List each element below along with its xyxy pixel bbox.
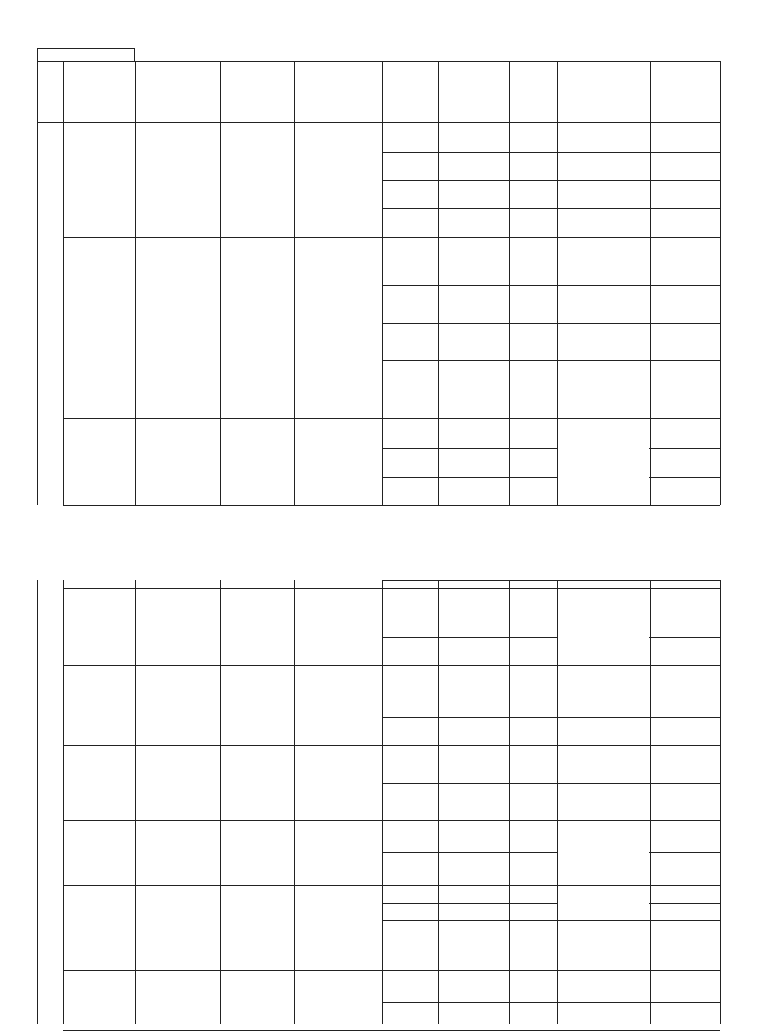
page1-hydraulic-ways-of-failure xyxy=(220,237,294,418)
detection-medium xyxy=(557,920,650,970)
severity-value xyxy=(382,580,438,588)
page1-hydraulic-function xyxy=(135,237,220,418)
occurrence-value xyxy=(509,820,557,852)
occurrence-value xyxy=(509,360,557,418)
grid-line xyxy=(63,505,382,506)
page2-lubrication-component xyxy=(63,665,135,745)
detection-medium xyxy=(557,745,650,783)
occurrence-value xyxy=(509,448,557,477)
cause-text xyxy=(438,323,509,360)
page1-hydraulic-effects xyxy=(294,237,382,418)
occurrence-value xyxy=(509,783,557,820)
detection-value xyxy=(650,448,720,477)
cause-text xyxy=(438,237,509,285)
detection-medium xyxy=(557,970,650,1002)
grid-line xyxy=(720,122,721,505)
severity-value xyxy=(382,477,438,505)
severity-value xyxy=(382,122,438,152)
severity-value xyxy=(382,237,438,285)
severity-value xyxy=(382,360,438,418)
detection-value xyxy=(650,323,720,360)
occurrence-value xyxy=(509,745,557,783)
detection-medium xyxy=(557,208,650,237)
occurrence-value xyxy=(509,920,557,970)
page2-motor-ways-of-failure xyxy=(220,885,294,970)
cause-text xyxy=(438,360,509,418)
page1-cooling-effects xyxy=(294,418,382,505)
side-label xyxy=(37,578,46,655)
grid-line xyxy=(37,122,38,505)
cause-text xyxy=(438,122,509,152)
detection-medium xyxy=(557,360,650,418)
header-causes xyxy=(438,61,509,122)
detection-value xyxy=(650,852,720,885)
page1-structural-ways-of-failure xyxy=(220,122,294,237)
detection-medium xyxy=(557,717,650,745)
cause-text xyxy=(438,783,509,820)
detection-value xyxy=(650,1002,720,1030)
severity-value xyxy=(382,418,438,448)
page2-electric-effects xyxy=(294,745,382,820)
occurrence-value xyxy=(509,588,557,637)
page2-lubrication-function xyxy=(135,665,220,745)
page1-cooling-component xyxy=(63,418,135,505)
severity-value xyxy=(382,783,438,820)
page2-movement-component xyxy=(63,970,135,1030)
cause-text xyxy=(438,820,509,852)
detection-value xyxy=(650,820,720,852)
page2-injection-component xyxy=(63,820,135,885)
page2-motor-effects xyxy=(294,885,382,970)
detection-value xyxy=(650,418,720,448)
detection-value xyxy=(650,285,720,323)
severity-value xyxy=(382,885,438,903)
severity-value xyxy=(382,448,438,477)
grid-line xyxy=(134,48,135,61)
severity-value xyxy=(382,180,438,208)
grid-line xyxy=(37,48,134,49)
severity-value xyxy=(382,323,438,360)
page2-motor-function xyxy=(135,885,220,970)
detection-value xyxy=(650,208,720,237)
cause-text xyxy=(438,665,509,717)
severity-value xyxy=(382,637,438,665)
severity-value xyxy=(382,820,438,852)
detection-medium xyxy=(557,285,650,323)
occurrence-value xyxy=(509,580,557,588)
occurrence-value xyxy=(509,970,557,1002)
severity-value xyxy=(382,852,438,885)
severity-value xyxy=(382,208,438,237)
severity-value xyxy=(382,588,438,637)
cause-text xyxy=(438,637,509,665)
occurrence-value xyxy=(509,285,557,323)
page1-structural-function xyxy=(135,122,220,237)
header-item xyxy=(37,66,50,118)
detection-value xyxy=(650,580,720,588)
detection-value xyxy=(650,237,720,285)
cause-text xyxy=(438,418,509,448)
cause-text xyxy=(438,970,509,1002)
detection-value xyxy=(650,717,720,745)
cause-text xyxy=(438,903,509,920)
page2-electric-function xyxy=(135,745,220,820)
detection-medium xyxy=(557,783,650,820)
injection-function xyxy=(135,820,220,885)
cooling-detection-medium xyxy=(557,418,650,505)
page2-movement-ways-of-failure xyxy=(220,970,294,1030)
severity-value xyxy=(382,152,438,180)
occurrence-value xyxy=(509,665,557,717)
occurrence-value xyxy=(509,852,557,885)
occurrence-value xyxy=(509,323,557,360)
detection-value xyxy=(650,903,720,920)
occurrence-value xyxy=(509,885,557,903)
cause-text xyxy=(438,448,509,477)
occurrence-value xyxy=(509,208,557,237)
severity-value xyxy=(382,903,438,920)
grid-line xyxy=(37,48,38,61)
detection-medium xyxy=(557,665,650,717)
cause-text xyxy=(438,285,509,323)
page2-injection-ways-of-failure xyxy=(220,820,294,885)
detection-value xyxy=(650,360,720,418)
header-function xyxy=(135,61,220,122)
cause-text xyxy=(438,152,509,180)
detection-value xyxy=(650,122,720,152)
page2-level-function xyxy=(135,588,220,665)
detection-value xyxy=(650,920,720,970)
detection-value xyxy=(650,637,720,665)
page1-hydraulic-component xyxy=(63,237,135,418)
detection-value xyxy=(650,588,720,637)
occurrence-value xyxy=(509,477,557,505)
page1-cooling-function xyxy=(135,418,220,505)
cause-text xyxy=(438,745,509,783)
occurrence-value xyxy=(509,122,557,152)
cause-text xyxy=(438,920,509,970)
occurrence-value xyxy=(509,903,557,920)
severity-value xyxy=(382,717,438,745)
detection-medium xyxy=(557,180,650,208)
occurrence-value xyxy=(509,717,557,745)
page2-level-ways-of-failure xyxy=(220,588,294,665)
page2-movement-function xyxy=(135,970,220,1030)
severity-value xyxy=(382,1002,438,1030)
header-occurrence xyxy=(509,61,557,122)
severity-value xyxy=(382,665,438,717)
level-detection-medium xyxy=(557,588,650,665)
detection-value xyxy=(650,885,720,903)
cause-text xyxy=(438,180,509,208)
cause-text xyxy=(438,208,509,237)
occurrence-value xyxy=(509,152,557,180)
cause-text xyxy=(438,717,509,745)
detection-value xyxy=(650,745,720,783)
occurrence-value xyxy=(509,418,557,448)
occurrence-value xyxy=(509,637,557,665)
header-component xyxy=(63,61,135,122)
severity-value xyxy=(382,285,438,323)
detection-medium xyxy=(557,237,650,285)
occurrence-value xyxy=(509,180,557,208)
page2-motor-component xyxy=(63,885,135,970)
detection-medium xyxy=(557,152,650,180)
severity-value xyxy=(382,745,438,783)
grid-line xyxy=(720,61,721,122)
page1-structural-component xyxy=(63,122,135,237)
detection-medium xyxy=(557,1002,650,1030)
page2-lubrication-ways-of-failure xyxy=(220,665,294,745)
cause-text xyxy=(438,852,509,885)
detection-medium xyxy=(557,122,650,152)
header-detection xyxy=(650,61,720,122)
detection-medium xyxy=(557,323,650,360)
page1-cooling-ways-of-failure xyxy=(220,418,294,505)
grid-line xyxy=(720,580,721,1024)
cause-text xyxy=(438,588,509,637)
header-ways-of-failure xyxy=(220,61,294,122)
page2-electric-component xyxy=(63,745,135,820)
severity-value xyxy=(382,920,438,970)
detection-value xyxy=(650,152,720,180)
page2-movement-effects xyxy=(294,970,382,1030)
page2-level-component xyxy=(63,588,135,665)
detection-value xyxy=(650,665,720,717)
page2-lubrication-effects xyxy=(294,665,382,745)
occurrence-value xyxy=(509,1002,557,1030)
cause-text xyxy=(438,477,509,505)
grid-line xyxy=(382,505,720,506)
occurrence-value xyxy=(509,237,557,285)
page2-level-effects xyxy=(294,588,382,665)
cause-text xyxy=(438,885,509,903)
header-medium xyxy=(557,61,650,122)
header-effects-severity xyxy=(294,61,400,122)
severity-value xyxy=(382,970,438,1002)
page2-injection-effects xyxy=(294,820,382,885)
detection-value xyxy=(650,783,720,820)
page1-structural-effects xyxy=(294,122,382,237)
cause-text xyxy=(438,580,509,588)
page2-electric-ways-of-failure xyxy=(220,745,294,820)
detection-value xyxy=(650,970,720,1002)
detection-value xyxy=(650,180,720,208)
detection-value xyxy=(650,477,720,505)
cause-text xyxy=(438,1002,509,1030)
